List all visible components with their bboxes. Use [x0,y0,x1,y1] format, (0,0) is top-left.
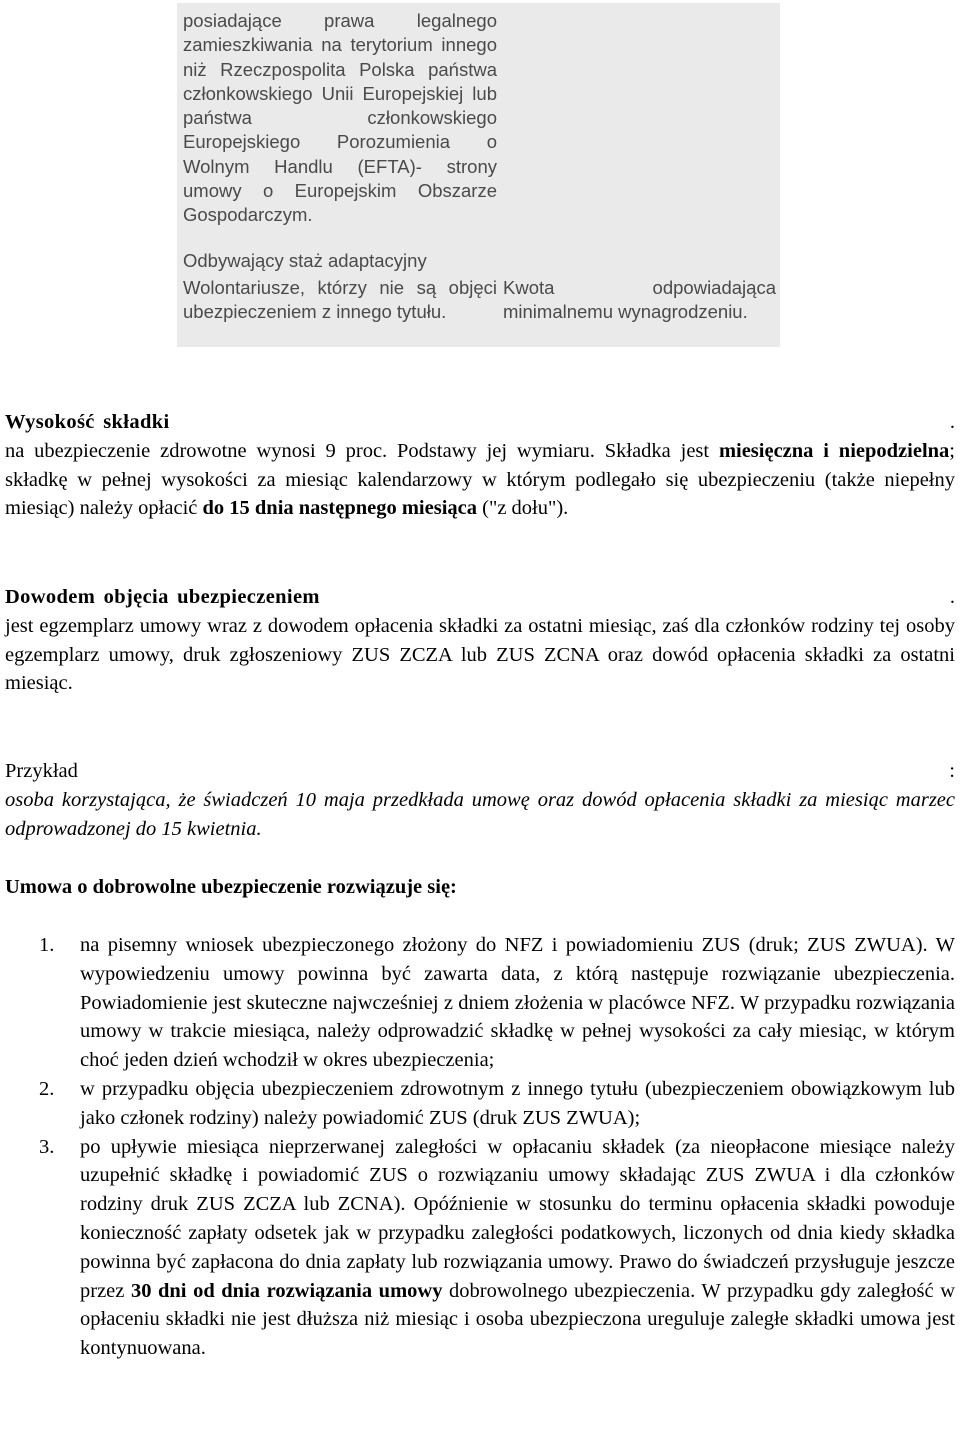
list-item-number: 1. [39,934,55,956]
contribution-rate-section [5,408,955,523]
paragraph-bold-text: miesięczna i niepodzielna [718,439,950,462]
contribution-rate-paragraph [5,437,955,523]
termination-heading: Umowa o dobrowolne ubezpieczenie rozwiązuje się: [5,876,457,898]
paragraph-text: ; składkę w pełnej wysokości za miesiąc kalendarzowy w którym podlegało się ubezpieczeniu (także niepełny miesiąc) należy opłacić [5,439,955,520]
list-item-number: 2. [39,1077,55,1100]
list-item [5,1075,955,1133]
contribution-rate-heading: Wysokość składki [5,411,170,433]
termination-list [5,931,955,1363]
list-item-text: w przypadku objęcia ubezpieczeniem zdrowotnym z innego tytułu (ubezpieczeniem obowiązkowym lub jako członek rodziny) należy powiadomić ZUS (druk ZUS ZWUA); [80,1077,955,1129]
heading-colon: : [949,760,955,782]
list-item-number: 3. [39,1135,55,1158]
paragraph-text: na ubezpieczenie zdrowotne wynosi 9 proc. Podstawy jej wymiaru. Składka jest [5,439,719,462]
example-heading: Przykład [5,760,78,782]
list-item-bold-text: 30 dni od dnia rozwiązania umowy [130,1279,443,1302]
proof-of-insurance-heading: Dowodem objęcia ubezpieczeniem [5,586,320,608]
list-item-text-part: dobrowolnego ubezpieczenia. W przypadku gdy zaległość w opłaceniu składki nie jest dłuższa niż miesiąc i osoba ubezpieczona ureguluje zaległe składki umowa jest kontynuowana. [80,1279,955,1360]
heading-period: . [949,411,955,433]
paragraph-text: ("z dołu"). [477,497,569,520]
table-cell-volunteers: Wolontariusze, którzy nie są objęci ubezpieczeniem z innego tytułu. [183,277,497,323]
list-item-text: na pisemny wniosek ubezpieczonego złożony do NFZ i powiadomieniu ZUS (druk; ZUS ZWUA). W wypowiedzeniu umowy powinna być zawarta data, z którą następuje rozwiązanie ubezpieczenia. Powiadomienie jest skuteczne najwcześniej z dniem złożenia w placówce NFZ. W przypadku rozwiązania umowy w trakcie miesiąca, należy odprowadzić składkę w pełnej wysokości za cały miesiąc, w którym choć jeden dzień wchodził w okres ubezpieczenia; [80,934,955,1072]
table-cell-adaptation-internship: Odbywający staż adaptacyjny [183,250,427,271]
proof-of-insurance-section [5,583,955,698]
table-cell-minimum-wage-amount: Kwota odpowiadająca minimalnemu wynagrodzeniu. [503,277,776,323]
table-cell-eligible-residents: posiadające prawa legalnego zamieszkiwania na terytorium innego niż Rzeczpospolita Polska państwa członkowskiego Unii Europejskiej lub państwa członkowskiego Europejskiego Porozumienia o Wolnym Handlu (EFTA)- strony umowy o Europejskim Obszarze Gospodarczym. [183,10,497,226]
example-section [5,757,955,843]
example-paragraph: osoba korzystająca, że świadczeń 10 maja przedkłada umowę oraz dowód opłacenia składki za miesiąc marzec odprowadzonej do 15 kwietnia. [5,788,955,840]
heading-period: . [949,586,955,608]
list-item [5,1133,955,1363]
proof-of-insurance-paragraph: jest egzemplarz umowy wraz z dowodem opłacenia składki za ostatni miesiąc, zaś dla członków rodziny tej osoby egzemplarz umowy, druk zgłoszeniowy ZUS ZCZA lub ZUS ZCNA oraz dowód opłacenia składki za ostatni miesiąc. [5,614,955,695]
paragraph-bold-text: do 15 dnia następnego miesiąca [202,497,477,520]
list-item [5,931,955,1075]
eligibility-table [177,3,780,347]
list-item-text [80,1133,955,1363]
list-item-text-part: po upływie miesiąca nieprzerwanej zaległości w opłacaniu składek (za nieopłacone miesiące należy uzupełnić składkę i powiadomić ZUS o rozwiązaniu umowy składając ZUS ZWUA i dla członków rodziny druk ZUS ZCZA lub ZCNA). Opóźnienie w stosunku do terminu opłacenia składki powoduje konieczność zapłaty odsetek jak w przypadku zaległości podatkowych, liczonych od dnia kiedy składka powinna być zapłacona do dnia zapłaty lub rozwiązania umowy. Prawo do świadczeń przysługuje jeszcze przez [80,1135,955,1302]
